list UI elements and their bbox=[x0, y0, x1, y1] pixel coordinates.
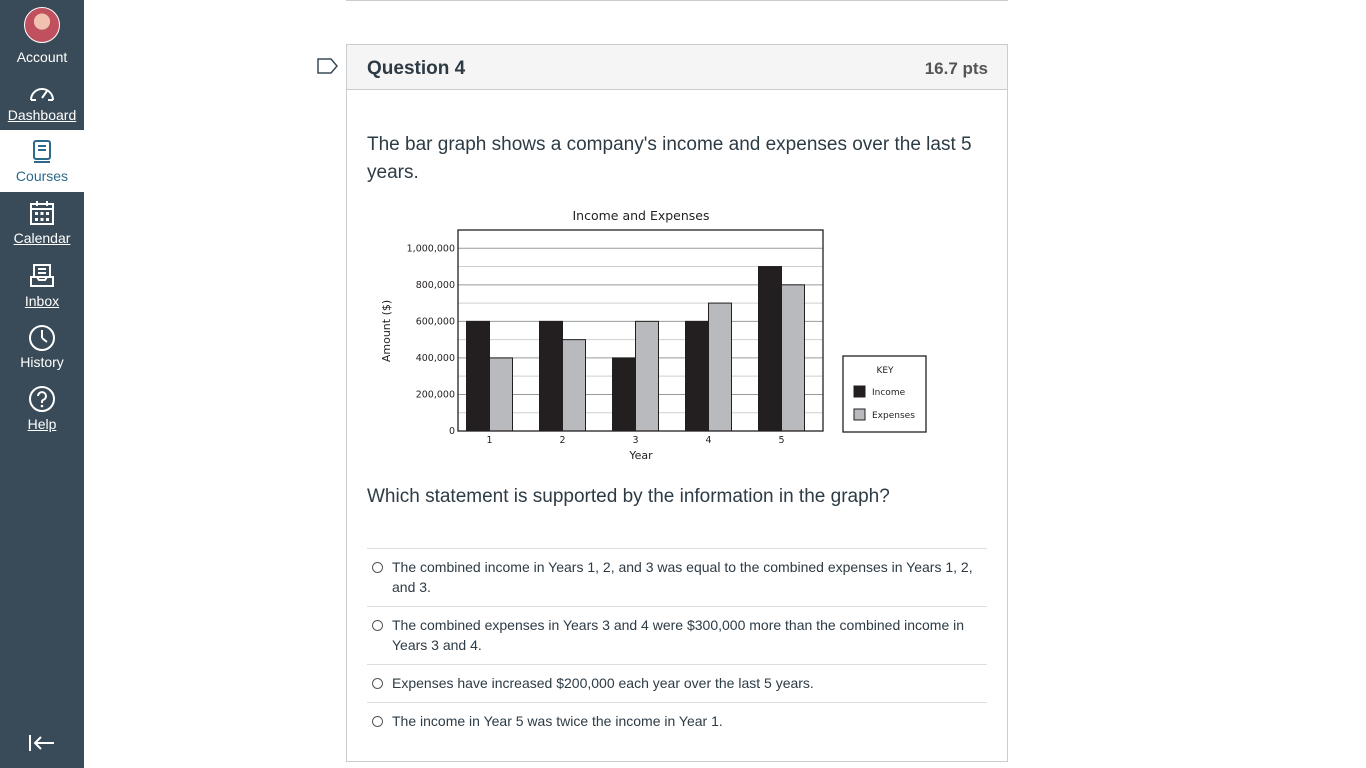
clock-icon bbox=[28, 324, 56, 352]
answer-text: Expenses have increased $200,000 each year over the last 5 years. bbox=[392, 675, 814, 691]
y-tick-label: 600,000 bbox=[415, 316, 455, 328]
question-stem: Which statement is supported by the information in the graph? bbox=[367, 486, 890, 507]
answer-option-1[interactable] bbox=[367, 548, 987, 606]
dashboard-icon bbox=[28, 82, 56, 104]
nav-inbox[interactable] bbox=[0, 263, 84, 309]
bar-expenses-year-2 bbox=[563, 340, 586, 431]
radio-button[interactable] bbox=[372, 620, 383, 631]
legend-swatch-expenses bbox=[854, 409, 865, 420]
legend-label-expenses: Expenses bbox=[872, 411, 915, 421]
bar-income-year-4 bbox=[686, 321, 709, 431]
bar-expenses-year-1 bbox=[490, 358, 513, 431]
collapse-nav-icon[interactable] bbox=[28, 733, 56, 753]
answer-option-2[interactable] bbox=[367, 606, 987, 664]
x-tick-label: 5 bbox=[778, 435, 785, 446]
y-tick-label: 200,000 bbox=[415, 389, 455, 401]
bar-income-year-3 bbox=[613, 358, 636, 431]
nav-help[interactable] bbox=[0, 385, 84, 432]
nav-calendar[interactable] bbox=[0, 200, 84, 246]
x-tick-label: 4 bbox=[705, 435, 712, 446]
nav-courses[interactable] bbox=[0, 130, 84, 192]
nav-help-label: Help bbox=[27, 416, 57, 432]
previous-question-card bbox=[346, 0, 1008, 1]
nav-account-label: Account bbox=[16, 49, 68, 65]
legend-label-income: Income bbox=[872, 388, 906, 398]
x-tick-label: 1 bbox=[486, 435, 493, 446]
radio-button[interactable] bbox=[372, 716, 383, 727]
bar-expenses-year-5 bbox=[782, 285, 805, 431]
x-tick-label: 2 bbox=[559, 435, 566, 446]
avatar bbox=[24, 7, 60, 43]
nav-account[interactable] bbox=[0, 7, 84, 65]
question-title: Question 4 bbox=[367, 58, 466, 79]
nav-calendar-label: Calendar bbox=[13, 230, 71, 246]
bar-income-year-2 bbox=[540, 321, 563, 431]
answer-text: The income in Year 5 was twice the income in Year 1. bbox=[392, 713, 723, 729]
bar-expenses-year-3 bbox=[636, 321, 659, 431]
legend-title: KEY bbox=[876, 366, 894, 376]
income-expenses-chart bbox=[367, 201, 937, 471]
radio-button[interactable] bbox=[372, 678, 383, 689]
nav-dashboard[interactable] bbox=[0, 82, 84, 123]
bar-income-year-5 bbox=[759, 267, 782, 431]
nav-dashboard-label: Dashboard bbox=[7, 107, 77, 123]
nav-history-label: History bbox=[20, 354, 64, 370]
chart-title: Income and Expenses bbox=[572, 208, 710, 223]
calendar-icon bbox=[29, 200, 55, 226]
y-axis-label: Amount ($) bbox=[380, 299, 393, 363]
global-nav bbox=[0, 0, 84, 768]
answer-text: The combined expenses in Years 3 and 4 were $300,000 more than the combined income in Years 3 and 4. bbox=[392, 617, 965, 653]
y-tick-label: 400,000 bbox=[415, 352, 455, 364]
legend-swatch-income bbox=[854, 386, 865, 397]
y-tick-label: 800,000 bbox=[415, 279, 455, 291]
question-prompt: The bar graph shows a company's income and expenses over the last 5 years. bbox=[367, 134, 972, 183]
help-icon bbox=[28, 385, 56, 413]
book-icon bbox=[31, 139, 53, 165]
question-header bbox=[347, 45, 1007, 90]
question-card bbox=[346, 44, 1008, 762]
bar-income-year-1 bbox=[467, 321, 490, 431]
nav-inbox-label: Inbox bbox=[24, 293, 60, 309]
bar-expenses-year-4 bbox=[709, 303, 732, 431]
y-tick-label: 1,000,000 bbox=[406, 243, 455, 255]
x-axis-label: Year bbox=[629, 449, 653, 462]
question-points: 16.7 pts bbox=[924, 59, 988, 78]
answer-option-4[interactable] bbox=[367, 702, 987, 740]
nav-history[interactable] bbox=[0, 324, 84, 370]
bookmark-flag-icon[interactable] bbox=[317, 58, 339, 74]
radio-button[interactable] bbox=[372, 562, 383, 573]
inbox-icon bbox=[29, 263, 55, 289]
x-tick-label: 3 bbox=[632, 435, 639, 446]
answer-list bbox=[367, 548, 987, 740]
nav-courses-label: Courses bbox=[15, 168, 69, 184]
y-tick-label: 0 bbox=[448, 426, 455, 437]
answer-option-3[interactable] bbox=[367, 664, 987, 702]
answer-text: The combined income in Years 1, 2, and 3 was equal to the combined expenses in Years 1, 2, and 3. bbox=[392, 559, 973, 595]
